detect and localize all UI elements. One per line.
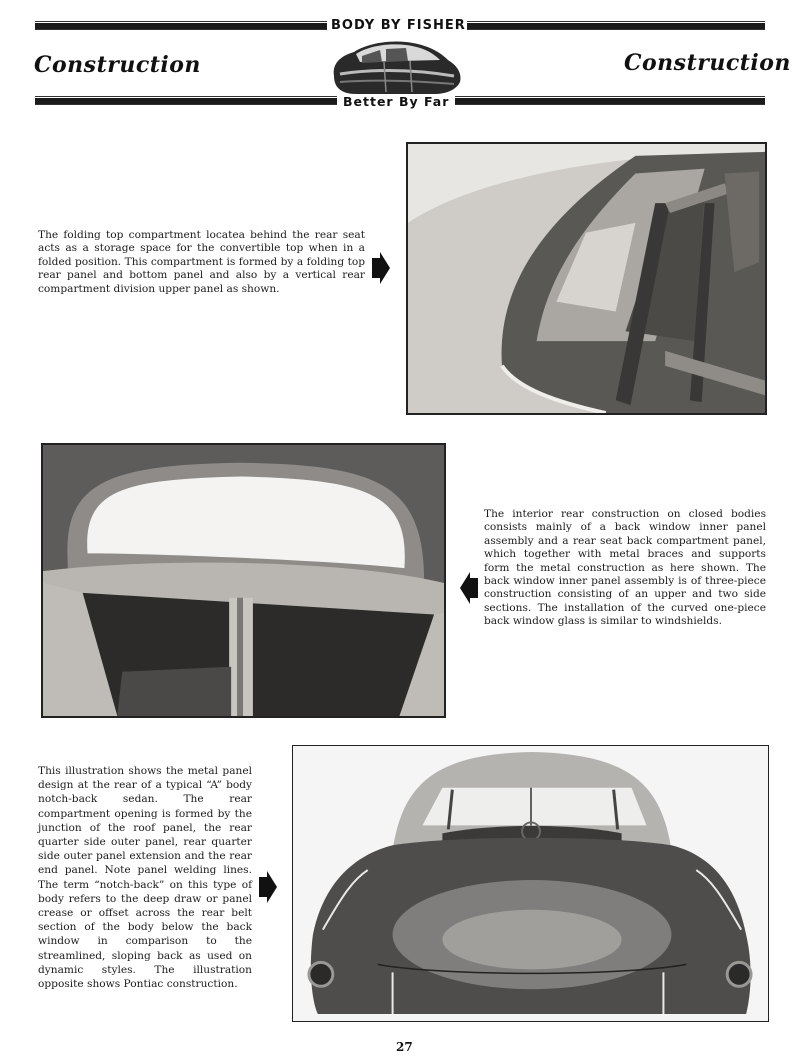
- header-rule-top-right: [467, 21, 765, 30]
- page-number: 27: [396, 1040, 413, 1054]
- brand-bottom-label: Better By Far: [343, 94, 450, 109]
- header-rule-bottom-right: [455, 96, 765, 105]
- interior-rear-description: The interior rear construction on closed bodies consists mainly of a back window inner panel assembly and a rear seat back compartment panel, which together with metal braces and supports form the metal construction as here shown. The back window inner panel assembly is of three-piece construction consisting of an upper and two side sections. The installation of the curved one-piece back window glass is similar to windshields.: [484, 508, 766, 628]
- right-arrow-icon: [371, 251, 391, 285]
- brand-top-label: BODY BY FISHER: [331, 18, 466, 33]
- left-arrow-icon: [459, 571, 479, 605]
- right-arrow-icon: [258, 870, 278, 904]
- folding-top-compartment-photo: [406, 142, 767, 415]
- notch-back-description: This illustration shows the metal panel design at the rear of a typical “A” body notch-back sedan. The rear compartment opening is formed by the junction of the roof panel, the rear quarter side outer panel, rear quarter side outer panel extension and the rear end panel. Note panel welding lines. The term “notch-back” on this type of body refers to the deep draw or panel crease or offset across the rear belt section of the body below the back window in comparison to the streamlined, sloping back as used on dynamic styles. The illustration opposite shows Pontiac construction.: [38, 765, 252, 991]
- car-body-shell-icon: [326, 36, 464, 98]
- interior-rear-construction-photo: [41, 443, 446, 718]
- header-rule-top-left: [35, 21, 327, 30]
- notch-back-sedan-rear-photo: [292, 745, 769, 1022]
- header-title-left: Construction: [34, 52, 201, 78]
- header-rule-bottom-left: [35, 96, 337, 105]
- header-title-right: Construction: [624, 50, 791, 76]
- folding-top-description: The folding top compartment locatea behind the rear seat acts as a storage space for the convertible top when in a folded position. This compartment is formed by a folding top rear panel and bottom panel and also by a vertical rear compartment division upper panel as shown.: [38, 229, 365, 295]
